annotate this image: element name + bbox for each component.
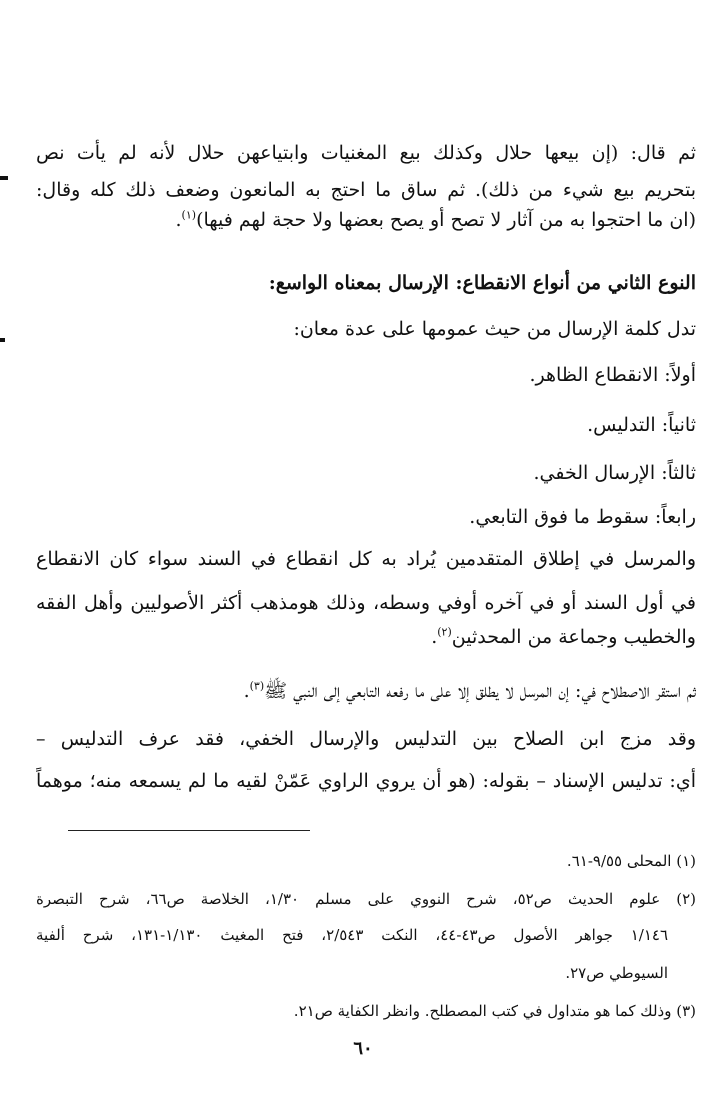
footnote — [36, 846, 696, 876]
period: . — [431, 626, 438, 648]
footnote-line: (٣) وذلك كما هو متداول في كتب المصطلح. وانظر الكفاية ص٢١. — [293, 1002, 696, 1020]
footnote-line: السيوطي ص٢٧. — [565, 964, 668, 982]
list-intro: تدل كلمة الإرسال من حيث عمومها على عدة معان: — [293, 318, 696, 340]
period: . — [243, 680, 250, 702]
list-item: رابعاً: سقوط ما فوق التابعي. — [469, 506, 696, 528]
scan-edge-mark — [0, 176, 8, 180]
paragraph-settled-term — [36, 674, 696, 708]
text-line: والمرسل في إطلاق المتقدمين يُراد به كل انقطاع في السند سواء كان الانقطاع — [36, 548, 696, 570]
text-segment: والخطيب وجماعة من المحدثين — [451, 626, 696, 648]
text-segment: ثم استقر الاصطلاح في: إن المرسل لا يطلق إلا على ما رفعه التابعي إلى النبي ﷺ — [264, 680, 696, 702]
footnote-ref[interactable]: (٢) — [437, 625, 452, 639]
footnote-ref[interactable]: (١) — [181, 208, 197, 222]
text-line — [36, 620, 696, 654]
footnote — [36, 884, 696, 988]
period: . — [175, 209, 182, 231]
text-line: ثم قال: (إن بيعها حلال وكذلك بيع المغنيات وابتياعهن حلال لأنه لم يأت نص — [36, 142, 696, 164]
section-heading: النوع الثاني من أنواع الانقطاع: الإرسال بمعناه الواسع: — [268, 272, 696, 294]
list-item: أولاً: الانقطاع الظاهر. — [529, 364, 696, 386]
paragraph-ibn-salah — [36, 722, 696, 798]
page-number: ٦٠ — [353, 1038, 373, 1059]
footnote-separator — [68, 830, 310, 831]
list-item: ثانياً: التدليس. — [587, 414, 696, 436]
text-line: في أول السند أو في آخره أوفي وسطه، وذلك هومذهب أكثر الأصوليين وأهل الفقه — [36, 592, 696, 614]
footnote-line: (١) المحلى ٩/٥٥-٦١. — [566, 852, 696, 870]
footnote — [36, 996, 696, 1026]
text-line: بتحريم بيع شيء من ذلك). ثم ساق ما احتج به المانعون وضعف ذلك كله وقال: — [36, 179, 696, 201]
list-item: ثالثاً: الإرسال الخفي. — [533, 462, 696, 484]
text-line: أي: تدليس الإسناد – بقوله: (هو أن يروي الراوي عَمّنْ لقيه ما لم يسمعه منه؛ موهماً — [36, 770, 696, 792]
text-line — [36, 203, 696, 237]
paragraph-quote — [36, 136, 696, 237]
text-line: وقد مزج ابن الصلاح بين التدليس والإرسال الخفي، فقد عرف التدليس – — [36, 728, 696, 750]
text-segment: (ان ما احتجوا به من آثار لا تصح أو يصح بعضها ولا حجة لهم فيها) — [196, 209, 696, 231]
footnote-ref[interactable]: (٣) — [249, 679, 265, 693]
paragraph-definition — [36, 542, 696, 654]
scan-edge-mark — [0, 338, 5, 342]
footnote-line: ١/١٤٦ جواهر الأصول ص٤٣-٤٤، النكت ٢/٥٤٣، فتح المغيث ١/١٣٠-١٣١، شرح ألفية — [36, 926, 668, 944]
footnote-line: (٢) علوم الحديث ص٥٢، شرح النووي على مسلم ١/٣٠، الخلاصة ص٦٦، شرح التبصرة — [36, 890, 696, 908]
